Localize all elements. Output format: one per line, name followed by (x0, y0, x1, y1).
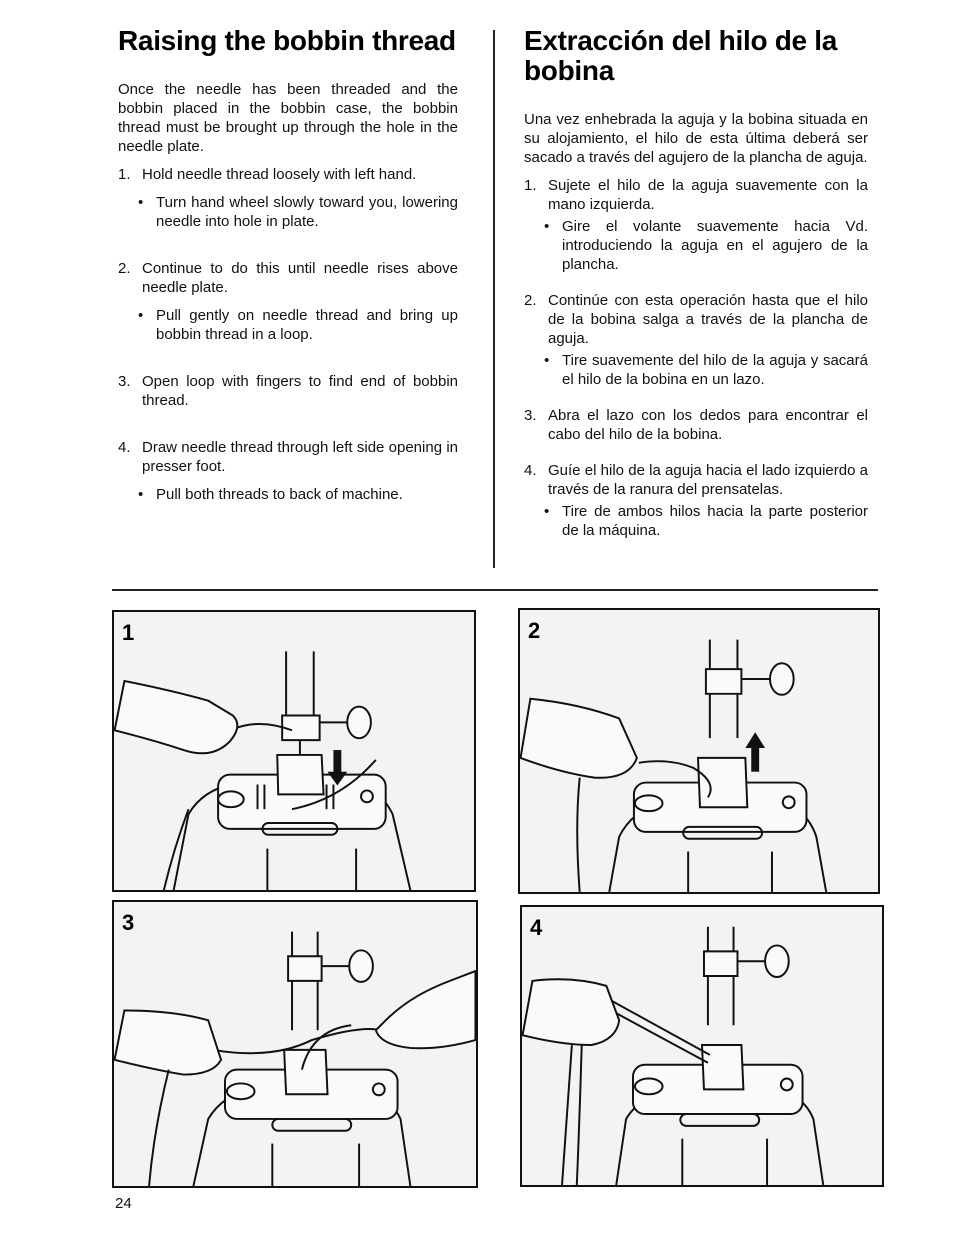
figure-1 (112, 610, 476, 892)
sewing-illustration-4 (522, 907, 882, 1185)
figure-3 (112, 900, 478, 1188)
step-text: Guíe el hilo de la aguja hacia el lado izquierdo a través de la ranura del prensatelas. (548, 462, 868, 498)
page-number: 24 (115, 1195, 132, 1212)
step-number: 1. (524, 177, 537, 194)
step-text: Draw needle thread through left side opening in presser foot. (142, 439, 458, 475)
sewing-illustration-2 (520, 610, 878, 892)
english-step-3 (118, 372, 458, 410)
spanish-step-4 (524, 461, 868, 499)
english-title: Raising the bobbin thread (118, 25, 456, 56)
english-step-1 (118, 165, 458, 184)
column-divider (493, 30, 495, 568)
sewing-illustration-1 (114, 612, 474, 890)
bullet-icon: • (544, 352, 550, 369)
step-text: Open loop with fingers to find end of bobbin thread. (142, 373, 458, 409)
bullet-text: Gire el volante suavemente hacia Vd. introduciendo la aguja en el agujero de la plancha. (562, 218, 868, 273)
spanish-step-2-bullet (544, 351, 868, 389)
step-text: Continúe con esta operación hasta que el hilo de la bobina salga a través de la plancha de aguja. (548, 292, 868, 347)
step-number: 3. (118, 373, 131, 390)
bullet-icon: • (544, 503, 550, 520)
step-text: Continue to do this until needle rises above needle plate. (142, 260, 458, 296)
spanish-step-1 (524, 176, 868, 214)
sewing-illustration-3 (114, 902, 476, 1186)
figure-4 (520, 905, 884, 1187)
step-text: Abra el lazo con los dedos para encontrar el cabo del hilo de la bobina. (548, 407, 868, 443)
figure-2 (518, 608, 880, 894)
step-number: 2. (118, 260, 131, 277)
bullet-icon: • (138, 486, 144, 503)
figure-label: 1 (122, 620, 135, 645)
section-rule (112, 589, 878, 591)
english-step-4-bullet (138, 485, 458, 504)
bullet-text: Pull gently on needle thread and bring up bobbin thread in a loop. (156, 307, 458, 343)
spanish-intro: Una vez enhebrada la aguja y la bobina situada en su alojamiento, el hilo de esta última deberá ser sacado a través del agujero de la plancha de aguja. (524, 111, 868, 166)
bullet-icon: • (138, 194, 144, 211)
bullet-text: Pull both threads to back of machine. (156, 486, 403, 503)
step-number: 4. (118, 439, 131, 456)
spanish-title: Extracción del hilo de la bobina (524, 25, 838, 86)
step-number: 1. (118, 166, 131, 183)
english-step-2-bullet (138, 306, 458, 344)
step-number: 2. (524, 292, 537, 309)
bullet-icon: • (544, 218, 550, 235)
english-step-4 (118, 438, 458, 476)
figure-label: 2 (528, 618, 541, 643)
english-step-1-bullet (138, 193, 458, 231)
spanish-column (524, 26, 868, 557)
figure-label: 3 (122, 910, 135, 935)
english-step-2 (118, 259, 458, 297)
step-number: 4. (524, 462, 537, 479)
bullet-icon: • (138, 307, 144, 324)
arrow-up-icon (745, 732, 765, 771)
bullet-text: Tire suavemente del hilo de la aguja y sacará el hilo de la bobina en un lazo. (562, 352, 868, 388)
step-number: 3. (524, 407, 537, 424)
bullet-text: Tire de ambos hilos hacia la parte posterior de la máquina. (562, 503, 868, 539)
bullet-text: Turn hand wheel slowly toward you, lowering needle into hole in plate. (156, 194, 458, 230)
spanish-step-2 (524, 291, 868, 348)
english-intro: Once the needle has been threaded and the bobbin placed in the bobbin case, the bobbin thread must be brought up through the hole in the needle plate. (118, 81, 458, 155)
figure-label: 4 (530, 915, 543, 940)
spanish-step-4-bullet (544, 502, 868, 540)
spanish-step-1-bullet (544, 217, 868, 274)
english-column (118, 26, 458, 532)
spanish-step-3 (524, 406, 868, 444)
step-text: Sujete el hilo de la aguja suavemente con la mano izquierda. (548, 177, 868, 213)
step-text: Hold needle thread loosely with left hand. (142, 166, 417, 183)
